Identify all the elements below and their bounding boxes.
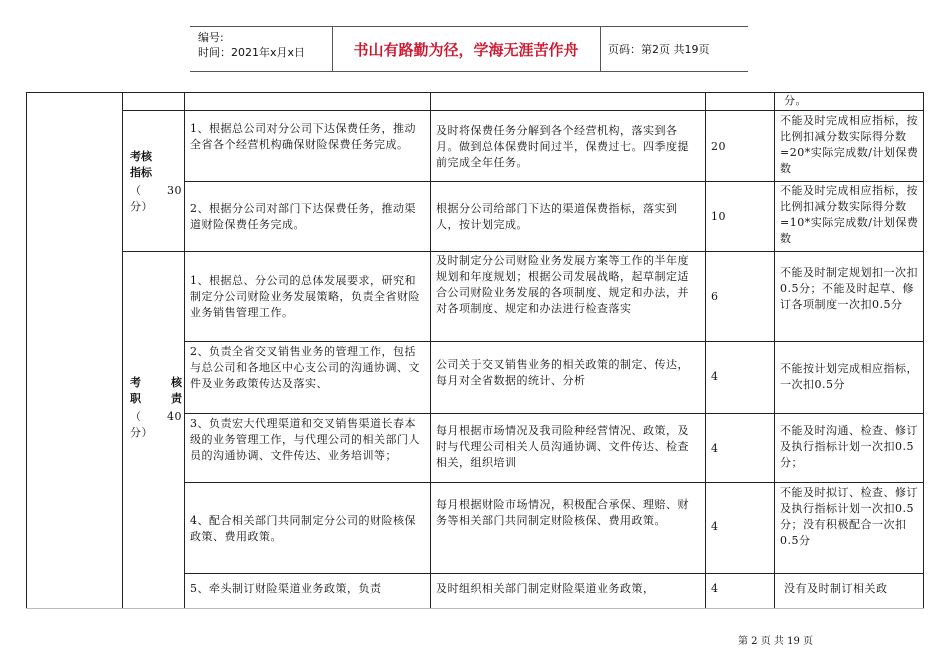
- assessment-table: [26, 92, 924, 609]
- score-cell: 4: [711, 370, 719, 383]
- method-cell: 每月根据市场情况及我司险种经营情况、政策，及时与代理公司相关人员沟通协调、文件传达、检查相关，组织培训: [436, 424, 689, 469]
- page-footer: 第 2 页 共 19 页: [738, 636, 813, 647]
- category-kpi-weight: （ 30 分）: [130, 184, 182, 213]
- item-cell: 2、负责全省交叉销售业务的管理工作，包括与总公司和各地区中心支公司的沟通协调、文件及业务政策传达及落实、: [190, 345, 420, 390]
- grid-line: [184, 93, 185, 609]
- item-cell: 5、牵头制订财险渠道业务政策，负责: [190, 582, 382, 595]
- page-header: [190, 26, 748, 72]
- grid-line: [122, 110, 923, 111]
- grid-line: [122, 93, 123, 609]
- score-cell: 4: [711, 582, 719, 595]
- criteria-cell: 不能及时沟通、检查、修订及执行指标计划一次扣0.5分；: [780, 424, 918, 469]
- page-label: 页码：第2页 共19页: [608, 43, 710, 56]
- method-cell: 根据分公司给部门下达的渠道保费指标，落实到人，按计划完成。: [436, 202, 678, 231]
- criteria-cell: 不能按计划完成相应指标，一次扣0.5分: [780, 362, 918, 391]
- score-cell: 20: [711, 140, 726, 153]
- method-cell: 每月根据财险市场情况，积极配合承保、理赔、财务等相关部门共同制定财险核保、费用政策。: [436, 498, 689, 527]
- grid-line: [184, 573, 923, 574]
- item-cell: 4、配合相关部门共同制定分公司的财险核保政策、费用政策。: [190, 514, 416, 543]
- grid-line: [774, 93, 775, 609]
- criteria-cell: 没有及时制订相关政: [784, 582, 888, 595]
- grid-line: [184, 341, 923, 342]
- method-cell: 及时组织相关部门制定财险渠道业务政策，: [436, 582, 655, 595]
- category-kpi: 考核 指标: [130, 150, 152, 179]
- score-cell: 10: [711, 210, 726, 223]
- item-cell: 3、负责宏大代理渠道和交叉销售渠道长春本级的业务管理工作，与代理公司的相关部门人员的沟通协调、文件传达、业务培训等；: [190, 417, 420, 462]
- score-cell: 4: [711, 442, 719, 455]
- number-label: 编号:: [198, 31, 224, 44]
- motto: 书山有路勤为径，学海无涯苦作舟: [353, 40, 579, 59]
- criteria-cell: 不能及时完成相应指标，按比例扣减分数实际得分数=10*实际完成数/计划保费数: [780, 184, 919, 245]
- criteria-cell: 不能及时制定规划扣一次扣0.5分；不能及时起草、修订各项制度一次扣0.5分: [780, 266, 918, 311]
- grid-line: [184, 181, 923, 182]
- method-cell: 及时将保费任务分解到各个经营机构，落实到各月。做到总体保费时间过半，保费过七。四季度提前完成全年任务。: [436, 124, 689, 169]
- score-cell: 6: [711, 290, 719, 303]
- category-duty-weight: （ 40 分）: [130, 410, 182, 439]
- method-cell: 公司关于交叉销售业务的相关政策的制定、传达，每月对全省数据的统计、分析: [436, 358, 689, 387]
- grid-line: [122, 251, 923, 252]
- time-label: 时间：2021年x月x日: [198, 46, 306, 59]
- criteria-cell: 不能及时完成相应指标，按比例扣减分数实际得分数=20*实际完成数/计划保费数: [780, 114, 919, 175]
- item-cell: 2、根据分公司对部门下达保费任务，推动渠道财险保费任务完成。: [190, 202, 416, 231]
- item-cell: 1、根据总、分公司的总体发展要求，研究和制定分公司财险业务发展策略，负责全省财险业务销售管理工作。: [190, 274, 420, 319]
- criteria-cell: 不能及时拟订、检查、修订及执行指标计划一次扣0.5分；没有积极配合一次扣0.5分: [780, 486, 918, 547]
- header-divider: [600, 27, 601, 71]
- criteria-cell: 分。: [784, 94, 807, 107]
- grid-line: [705, 93, 706, 609]
- category-duty: 考 核 职 责: [130, 376, 182, 405]
- page-edge: [26, 608, 924, 609]
- grid-line: [184, 413, 923, 414]
- method-cell: 及时制定分公司财险业务发展方案等工作的半年度规划和年度规划；根据公司发展战略，起草制定适合公司财险业务发展的各项制度、规定和办法，并对各项制度、规定和办法进行检查落实: [436, 254, 689, 315]
- header-meta: [198, 30, 305, 60]
- grid-line: [430, 93, 431, 609]
- item-cell: 1、根据总公司对分公司下达保费任务，推动全省各个经营机构确保财险保费任务完成。: [190, 122, 416, 151]
- score-cell: 4: [711, 520, 719, 533]
- grid-line: [184, 482, 923, 483]
